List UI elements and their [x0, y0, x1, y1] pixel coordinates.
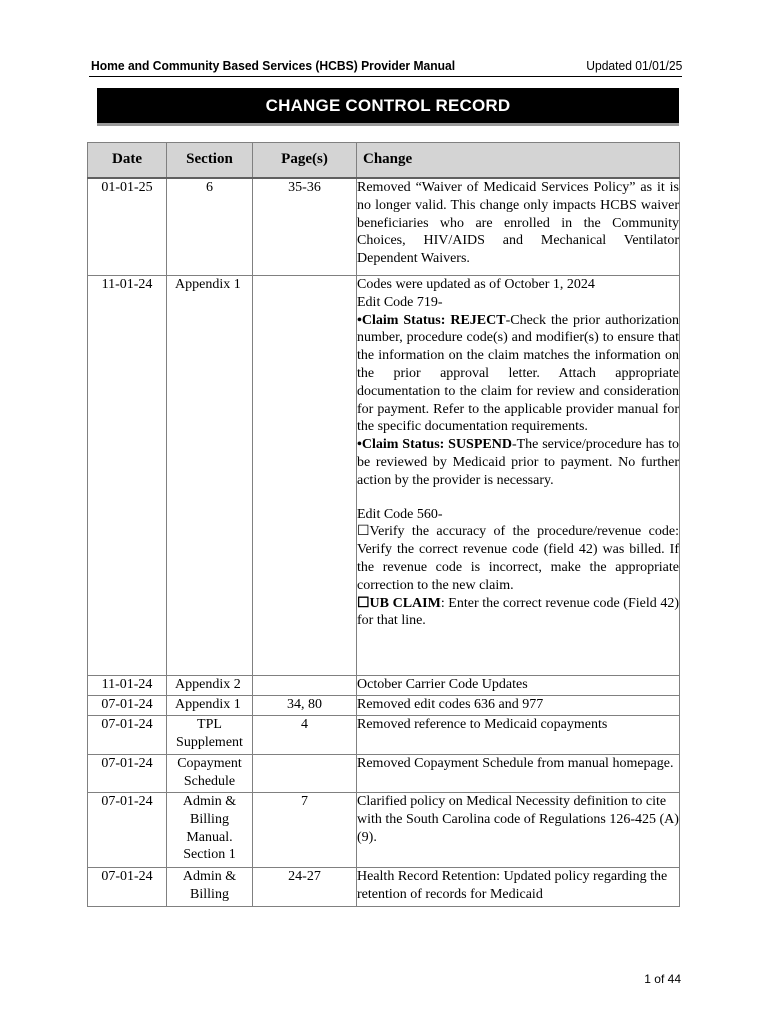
row-pages: [253, 755, 357, 793]
ub-claim-paragraph: [357, 595, 679, 631]
edit-code-560-title: Edit Code 560-: [357, 506, 443, 522]
row-date: 07-01-24: [88, 716, 167, 755]
suspend-label: •Claim Status: SUSPEND: [357, 437, 512, 453]
change-control-table: [87, 142, 680, 907]
ub-claim-label: ☐UB CLAIM: [357, 595, 441, 611]
row-section: Appendix 1: [167, 696, 253, 716]
row-change: Removed reference to Medicaid copayments: [357, 716, 680, 755]
row-section: Appendix 1: [167, 276, 253, 676]
reject-paragraph: [357, 312, 679, 437]
reject-label: •Claim Status: REJECT: [357, 312, 506, 328]
banner-title: CHANGE CONTROL RECORD: [265, 95, 511, 115]
row-section: Admin & Billing Manual. Section 1: [167, 793, 253, 868]
edit-code-719-title: Edit Code 719-: [357, 294, 443, 310]
manual-title: Home and Community Based Services (HCBS) Provider Manual: [91, 58, 456, 73]
updated-date: Updated 01/01/25: [585, 58, 682, 73]
row-change: Removed Copayment Schedule from manual homepage.: [357, 755, 680, 793]
column-header-date: Date: [88, 143, 167, 179]
column-header-section: Section: [167, 143, 253, 179]
row-section: TPL Supplement: [167, 716, 253, 755]
row-change: Health Record Retention: Updated policy regarding the retention of records for Medicaid: [357, 868, 680, 907]
ub-claim-text: : Enter the correct revenue code (Field 42) for that line.: [357, 595, 679, 629]
row-pages: 24-27: [253, 868, 357, 907]
row-section: Copayment Schedule: [167, 755, 253, 793]
row-date: 07-01-24: [88, 868, 167, 907]
table-row: [88, 868, 680, 907]
page-number: 1 of 44: [644, 972, 681, 986]
row-pages: [253, 276, 357, 676]
suspend-text: -The service/procedure has to be reviewed by Medicaid prior to payment. No further action by the provider is necessary.: [357, 437, 679, 488]
row-pages: 4: [253, 716, 357, 755]
page-header: [89, 56, 682, 77]
row-section: Admin & Billing: [167, 868, 253, 907]
row-date: 11-01-24: [88, 676, 167, 696]
table-header-row: [88, 143, 680, 179]
row-date: 07-01-24: [88, 696, 167, 716]
row-pages: [253, 676, 357, 696]
section-banner: [97, 88, 679, 126]
change-intro-line: Codes were updated as of October 1, 2024: [357, 277, 595, 292]
suspend-paragraph: [357, 436, 679, 489]
row-change: Clarified policy on Medical Necessity definition to cite with the South Carolina code of Regulations 126-425 (A)(9).: [357, 793, 680, 868]
row-date: 07-01-24: [88, 755, 167, 793]
table-row: [88, 716, 680, 755]
row-change: Removed edit codes 636 and 977: [357, 696, 680, 716]
table-row: [88, 676, 680, 696]
table-row: [88, 276, 680, 676]
row-section: 6: [167, 178, 253, 276]
row-section: Appendix 2: [167, 676, 253, 696]
row-date: 11-01-24: [88, 276, 167, 676]
reject-text: -Check the prior authorization number, procedure code(s) and modifier(s) to ensure that the information on the claim matches the information on the prior approval letter. Attach appropriate documentation to the claim for review and consideration for payment. Refer to the applicable provider manual for the specific documentation requirements.: [357, 312, 679, 435]
table-row: [88, 793, 680, 868]
column-header-pages: Page(s): [253, 143, 357, 179]
row-date: 07-01-24: [88, 793, 167, 868]
row-change: [357, 276, 680, 676]
table-row: [88, 178, 680, 276]
row-pages: 7: [253, 793, 357, 868]
table-row: [88, 696, 680, 716]
row-change: October Carrier Code Updates: [357, 676, 680, 696]
row-pages: 34, 80: [253, 696, 357, 716]
column-header-change: Change: [357, 143, 680, 179]
row-date: 01-01-25: [88, 178, 167, 276]
verify-paragraph: ☐Verify the accuracy of the procedure/revenue code: Verify the correct revenue code (field 42) was billed. If the revenue code is incorrect, make the appropriate correction to the new claim.: [357, 524, 679, 593]
table-row: [88, 755, 680, 793]
row-change: Removed “Waiver of Medicaid Services Policy” as it is no longer valid. This change only impacts HCBS waiver beneficiaries who are enrolled in the Community Choices, HIV/AIDS and Mechanical Ventilator Dependent Waivers.: [357, 178, 680, 276]
row-pages: 35-36: [253, 178, 357, 276]
